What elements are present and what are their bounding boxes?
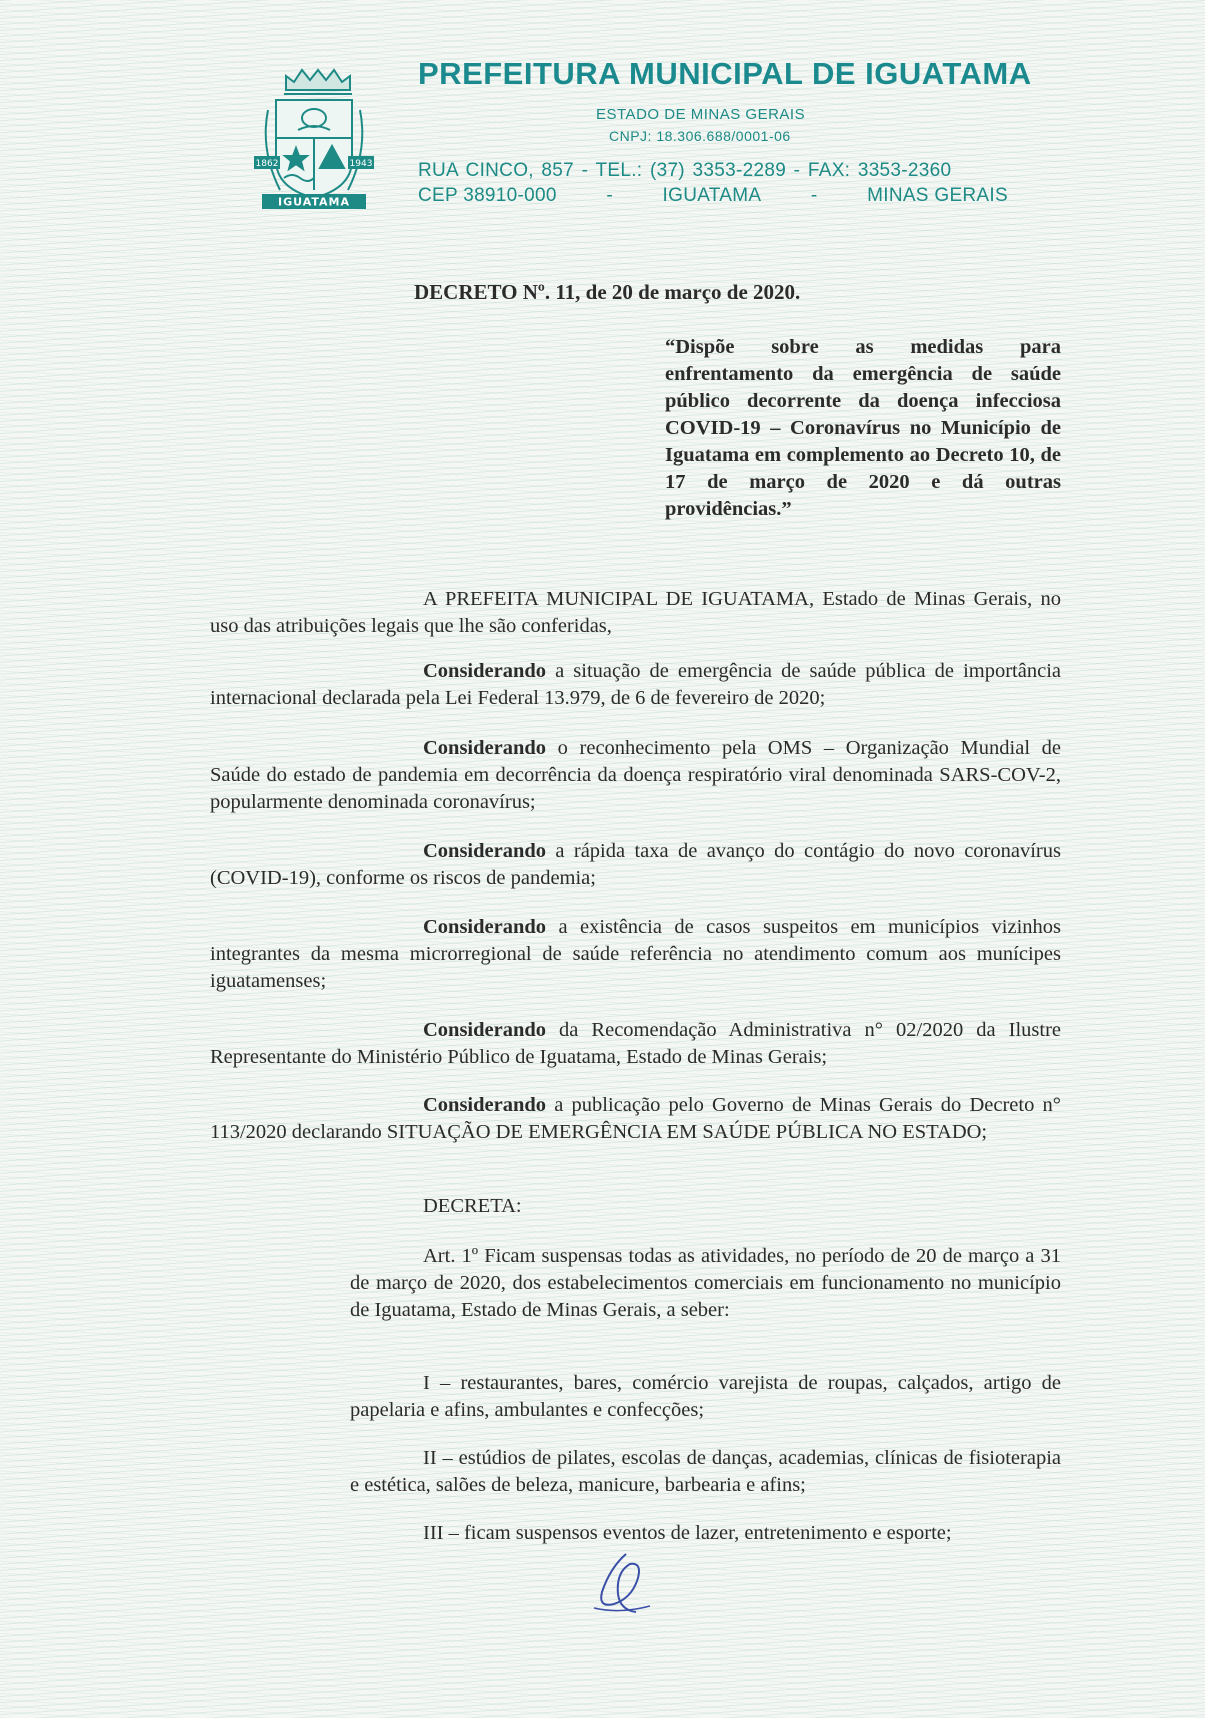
letterhead-state: ESTADO DE MINAS GERAIS — [596, 106, 806, 123]
considerando-paragraph — [210, 1092, 1061, 1146]
decree-title: DECRETO Nº. 11, de 20 de março de 2020. — [414, 280, 801, 304]
crest-banner: IGUATAMA — [278, 195, 350, 209]
crest-year-right: 1943 — [349, 159, 373, 169]
considerando-lead: Considerando — [423, 660, 547, 682]
letterhead-title: PREFEITURA MUNICIPAL DE IGUATAMA — [418, 56, 1032, 91]
decree-ementa: “Dispõe sobre as medidas para enfrentamento da emergência de saúde público decorrente da doença infecciosa COVID-19 – Coronavírus no Município de Iguatama em complemento ao Decreto 10, de 17 de março de 2020 e dá outras providências.” — [665, 336, 1061, 520]
considerando-lead: Considerando — [423, 916, 547, 938]
coat-of-arms-icon — [254, 60, 374, 210]
considerando-paragraph — [210, 1017, 1061, 1071]
preamble: A PREFEITA MUNICIPAL DE IGUATAMA, Estado de Minas Gerais, no uso das atribuições legais que lhe são conferidas, — [210, 588, 1061, 637]
letterhead-separator: - — [810, 185, 818, 206]
considerando-text: o reconhecimento pela OMS – Organização Mundial de Saúde do estado de pandemia em decorrência da doença respiratório viral denominada SARS-COV-2, popularmente denominada coronavírus; — [210, 737, 1061, 813]
article-item: I – restaurantes, bares, comércio varejista de roupas, calçados, artigo de papelaria e afins, ambulantes e confecções; — [350, 1372, 1061, 1421]
letterhead-address: RUA CINCO, 857 - TEL.: (37) 3353-2289 - FAX: 3353-2360 — [418, 160, 952, 181]
article-item: III – ficam suspensos eventos de lazer, entretenimento e esporte; — [423, 1522, 952, 1544]
decreta-heading: DECRETA: — [423, 1195, 522, 1217]
considerando-text: a existência de casos suspeitos em municípios vizinhos integrantes da mesma microrregional de saúde referência no atendimento comum aos munícipes iguatamenses; — [210, 916, 1061, 992]
article-item: II – estúdios de pilates, escolas de danças, academias, clínicas de fisioterapia e estética, salões de beleza, manicure, barbearia e afins; — [350, 1447, 1061, 1496]
letterhead-separator: - — [606, 185, 613, 206]
considerando-lead: Considerando — [423, 1019, 547, 1041]
letterhead-state-name: MINAS GERAIS — [867, 185, 1008, 206]
letterhead-cep: CEP 38910-000 — [418, 185, 557, 206]
letterhead-city: IGUATAMA — [662, 185, 762, 206]
considerando-lead: Considerando — [423, 1094, 547, 1116]
considerando-paragraph — [210, 735, 1061, 816]
letterhead-cep-line — [418, 185, 1008, 207]
signature-initials — [580, 1548, 660, 1620]
crest-year-left: 1862 — [255, 159, 279, 169]
considerando-text: a publicação pelo Governo de Minas Gerais do Decreto n° 113/2020 declarando SITUAÇÃO DE EMERGÊNCIA EM SAÚDE PÚBLICA NO ESTADO; — [210, 1094, 1061, 1143]
letterhead-cnpj: CNPJ: 18.306.688/0001-06 — [609, 128, 791, 144]
considerando-paragraph — [210, 914, 1061, 995]
considerando-text: a rápida taxa de avanço do contágio do novo coronavírus (COVID-19), conforme os riscos de pandemia; — [210, 840, 1061, 889]
considerando-paragraph — [210, 658, 1061, 712]
considerando-lead: Considerando — [423, 840, 547, 862]
considerando-text: da Recomendação Administrativa n° 02/2020 da Ilustre Representante do Ministério Público de Iguatama, Estado de Minas Gerais; — [210, 1019, 1061, 1068]
article-1: Art. 1º Ficam suspensas todas as atividades, no período de 20 de março a 31 de março de 2020, dos estabelecimentos comerciais em funcionamento no município de Iguatama, Estado de Minas Gerais, a seber: — [350, 1245, 1061, 1321]
considerando-paragraph — [210, 838, 1061, 892]
considerando-lead: Considerando — [423, 737, 547, 759]
considerando-text: a situação de emergência de saúde pública de importância internacional declarada pela Lei Federal 13.979, de 6 de fevereiro de 2020; — [210, 660, 1061, 709]
